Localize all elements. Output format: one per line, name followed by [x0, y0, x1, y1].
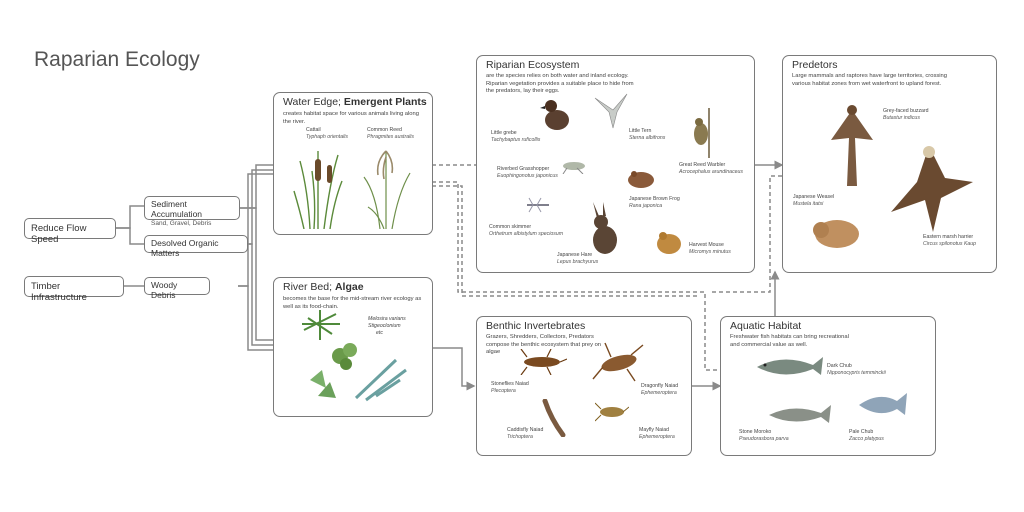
aquatic-title: Aquatic Habitat — [730, 320, 802, 332]
species-common: Japanese Weasel — [793, 194, 835, 200]
species-latin: Tachybaptus ruficollis — [491, 136, 541, 143]
algae-species-line: Melosira varians — [368, 316, 406, 322]
harvest-mouse-illustration — [653, 228, 685, 256]
algae-illustration — [296, 310, 416, 402]
species-label — [629, 196, 680, 210]
river-bed-title — [283, 281, 364, 293]
stonefly-naiad-illustration — [517, 349, 567, 375]
sediment-accumulation-sub: Sand, Gravel, Debris — [151, 219, 212, 227]
caddisfly-naiad-illustration — [541, 399, 567, 437]
japanese-hare-illustration — [587, 202, 621, 256]
species-label — [827, 363, 886, 377]
mayfly-naiad-illustration — [595, 401, 629, 423]
species-common: Japanese Hare — [557, 252, 593, 258]
species-latin: Euophingonotus japonicus — [497, 172, 558, 179]
species-latin: Trichoptera — [507, 433, 533, 440]
dissolved-organic-label: Desolved Organic Matters — [151, 238, 219, 258]
species-label — [639, 427, 675, 441]
water-edge-panel[interactable] — [273, 92, 433, 235]
species-latin: Acrocephalus arundinaceus — [679, 168, 744, 175]
species-label — [793, 194, 834, 208]
species-common: Little Tern — [629, 128, 652, 134]
species-label — [679, 162, 743, 176]
species-common: Mayfly Naiad — [639, 427, 669, 433]
cattail-illustration — [290, 141, 346, 229]
aquatic-habitat-panel[interactable] — [720, 316, 936, 456]
predators-desc: Large mammals and raptores have large territories, crossing various habitat zones from wet waterfront to upland forest. — [792, 73, 947, 87]
species-label — [557, 252, 598, 266]
riparian-ecosystem-panel[interactable] — [476, 55, 755, 273]
water-edge-title-lead: Water Edge; — [283, 96, 344, 108]
water-edge-title-bold: Emergent Plants — [343, 96, 427, 108]
riparian-desc: are the species relies on both water and inland ecology. Riparian vegetation provides a suitable place to hide from the predators, lay their eggs. — [486, 73, 634, 95]
marsh-harrier-illustration — [889, 142, 975, 234]
algae-species-line: etc — [376, 329, 383, 336]
species-common: Stone Moroko — [739, 429, 772, 435]
water-edge-desc: creates habitat space for various animals living along the river. — [283, 111, 419, 125]
woody-debris-node[interactable] — [144, 277, 210, 300]
species-latin: Plecoptera — [491, 387, 516, 394]
species-latin: Phragmites australis — [367, 133, 414, 140]
species-latin: Typhaph orientalis — [306, 133, 349, 140]
species-common: Harvest Mouse — [689, 242, 724, 248]
species-common: Common Reed — [367, 127, 402, 133]
species-latin: Lepus brachyurus — [557, 258, 599, 265]
species-common: Little grebe — [491, 130, 517, 136]
species-latin: Nipponocypris temminckii — [827, 369, 886, 376]
species-common: Eastern marsh harrier — [923, 234, 974, 240]
species-label — [507, 427, 543, 441]
benthic-title: Benthic Invertebrates — [486, 320, 586, 332]
river-bed-panel[interactable] — [273, 277, 433, 417]
species-label — [849, 429, 884, 443]
benthic-desc: Grazers, Shredders, Collectors, Predators compose the benthic ecosystem that prey on algae — [486, 334, 602, 356]
river-bed-title-bold: Algae — [334, 281, 364, 293]
page-title: Raparian Ecology — [34, 48, 200, 71]
species-latin: Ephemeroptera — [639, 433, 675, 440]
species-label — [641, 383, 678, 397]
species-label — [883, 108, 929, 122]
species-latin: Zacco platypus — [849, 435, 884, 442]
species-label — [739, 429, 789, 443]
predators-panel[interactable] — [782, 55, 997, 273]
stone-moroko-illustration — [765, 401, 833, 427]
species-common: Pale Chub — [849, 429, 874, 435]
species-common: Dark Chub — [827, 363, 852, 369]
species-common: Japanese Brown Frog — [629, 196, 680, 202]
species-common: Riverbed Grasshopper — [497, 166, 550, 172]
species-latin: Ephemeroptera — [641, 389, 677, 396]
species-common: Common skimmer — [489, 224, 532, 230]
benthic-invertebrates-panel[interactable] — [476, 316, 692, 456]
species-common: Stoneflies Naiad — [491, 381, 529, 387]
predators-title: Predetors — [792, 59, 838, 71]
sediment-accumulation-node[interactable] — [144, 196, 240, 227]
species-latin: Micromys minutus — [689, 248, 731, 255]
little-tern-illustration — [593, 90, 629, 130]
species-common: Grey-faced buzzard — [883, 108, 929, 114]
species-latin: Mustela itatsi — [793, 200, 824, 207]
timber-infrastructure-node[interactable] — [24, 276, 124, 303]
reduce-flow-speed-label: Reduce Flow Speed — [31, 223, 87, 245]
grasshopper-illustration — [561, 158, 587, 174]
species-common: Cattail — [306, 127, 321, 133]
reduce-flow-speed-node[interactable] — [24, 218, 116, 245]
river-bed-title-lead: River Bed; — [283, 281, 335, 293]
great-reed-warbler-illustration — [685, 108, 715, 158]
japanese-weasel-illustration — [809, 208, 863, 252]
species-common: Great Reed Warbler — [679, 162, 726, 168]
aquatic-desc: Freshwater fish habitats can bring recreational and commercial value as well. — [730, 334, 849, 348]
species-label — [923, 234, 976, 248]
species-latin: Rana japonica — [629, 202, 663, 209]
species-label — [306, 127, 348, 141]
species-label — [689, 242, 731, 256]
woody-debris-label: Woody Debris — [151, 280, 178, 300]
species-label — [367, 127, 414, 141]
species-common: Caddisfly Naiad — [507, 427, 544, 433]
river-bed-desc: becomes the base for the mid-stream river ecology as well as its food-chain. — [283, 296, 422, 310]
species-label — [497, 166, 558, 180]
timber-infrastructure-label: Timber Infrastructure — [31, 281, 87, 303]
species-label — [491, 130, 540, 144]
dissolved-organic-node[interactable] — [144, 235, 248, 258]
brown-frog-illustration — [625, 168, 657, 190]
species-latin: Sterna albifrons — [629, 134, 666, 141]
algae-species-line: Stigeoclonium — [368, 322, 401, 329]
species-latin: Butastur indicus — [883, 114, 920, 121]
species-latin: Pseudorasbora parva — [739, 435, 789, 442]
species-common: Dragonfly Naiad — [641, 383, 679, 389]
dragonfly-naiad-illustration — [591, 339, 653, 383]
species-label — [629, 128, 665, 142]
pale-chub-illustration — [855, 387, 909, 421]
species-label — [491, 381, 529, 395]
grey-faced-buzzard-illustration — [829, 100, 875, 186]
species-latin: Circus spilonotus Kaup — [923, 240, 977, 247]
species-latin: Orthetrum albistylum speciosum — [489, 230, 564, 237]
water-edge-title — [283, 96, 427, 108]
riparian-title: Riparian Ecosystem — [486, 59, 580, 71]
common-reed-illustration — [358, 143, 414, 229]
species-label — [489, 224, 563, 238]
sediment-accumulation-label: Sediment Accumulation — [151, 199, 203, 219]
common-skimmer-illustration — [525, 196, 551, 214]
dark-chub-illustration — [753, 349, 825, 383]
little-grebe-illustration — [539, 96, 573, 132]
